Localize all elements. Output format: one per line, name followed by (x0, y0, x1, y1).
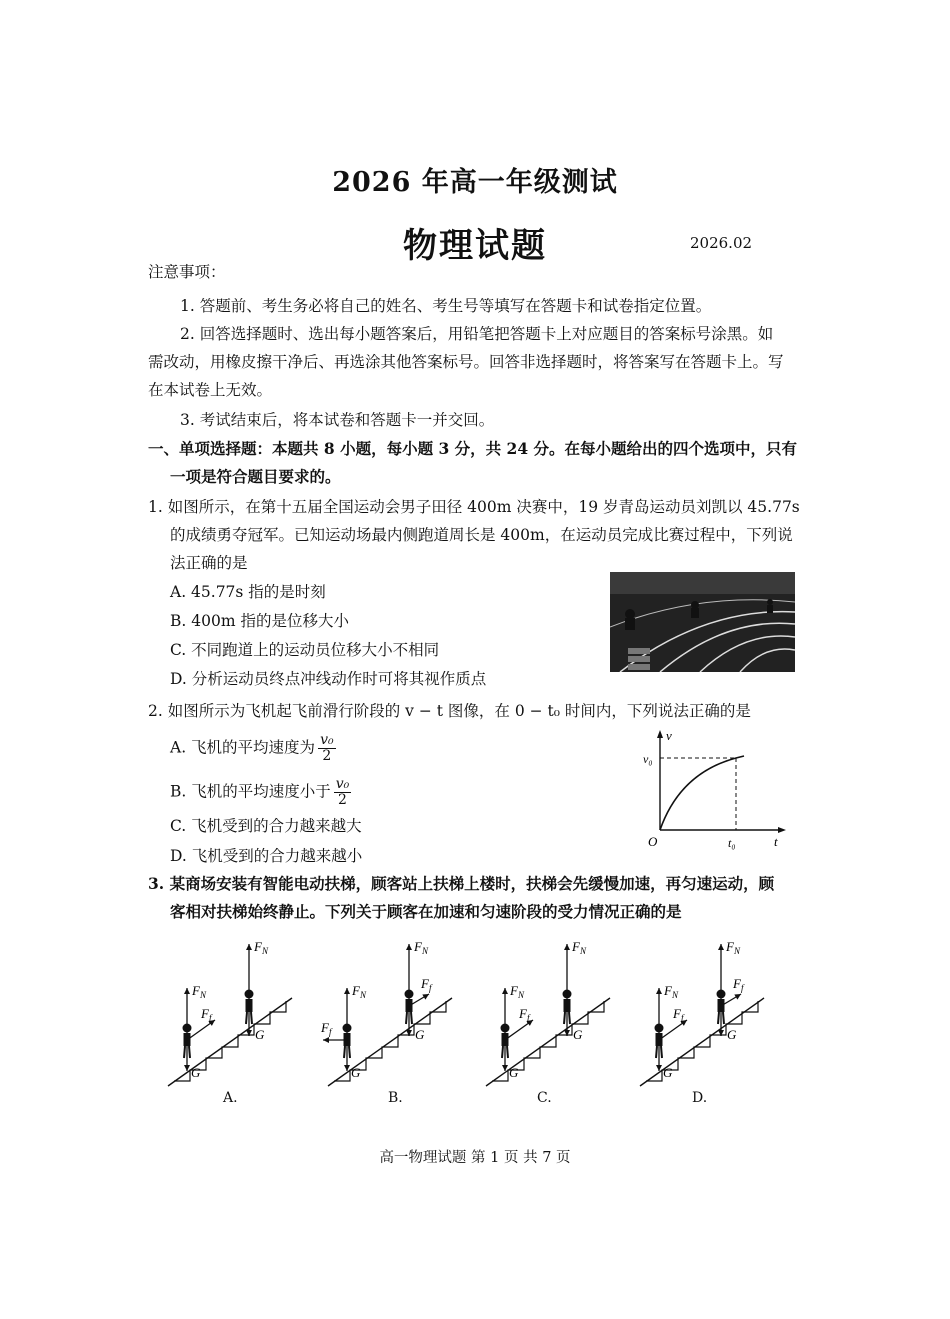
gravity-label: G (663, 1065, 673, 1080)
normal-force-label: $F_N$ (414, 939, 428, 956)
fraction-v0-over-2 (334, 777, 352, 808)
graph-y-label: v (666, 728, 672, 743)
option-text: B. 飞机的平均速度小于 (170, 782, 331, 801)
question-1-text: 的成绩勇夺冠军。已知运动场最内侧跑道周长是 400m，在运动员完成比赛过程中，下列说 (170, 526, 793, 544)
friction-force-label: $F_f$ (673, 1006, 684, 1023)
question-1-option-a: A. 45.77s 指的是时刻 (170, 583, 326, 601)
diagram-option-label: D. (692, 1090, 708, 1106)
friction-force-label: $F_f$ (733, 976, 744, 993)
escalator-force-diagram (320, 938, 455, 1088)
question-2-option-c: C. 飞机受到的合力越来越大 (170, 817, 362, 835)
notice-line: 在本试卷上无效。 (148, 381, 273, 399)
gravity-label: G (191, 1065, 201, 1080)
normal-force-label: $F_N$ (664, 983, 678, 1000)
gravity-label: G (255, 1027, 265, 1042)
normal-force-label: $F_N$ (510, 983, 524, 1000)
gravity-label: G (351, 1065, 361, 1080)
gravity-label: G (573, 1027, 583, 1042)
question-3-text: 客相对扶梯始终静止。下列关于顾客在加速和匀速阶段的受力情况正确的是 (170, 902, 682, 921)
page-title: 2026 年高一年级测试 (332, 167, 618, 198)
normal-force-label: $F_N$ (726, 939, 740, 956)
fraction-denominator: 2 (338, 792, 347, 808)
normal-force-label: $F_N$ (352, 983, 366, 1000)
question-2-option-a (170, 733, 336, 764)
normal-force-label: $F_N$ (254, 939, 268, 956)
question-2-option-b (170, 777, 351, 808)
notice-line: 3. 考试结束后，将本试卷和答题卡一并交回。 (180, 411, 495, 429)
diagram-option-label: B. (388, 1090, 403, 1106)
friction-force-label: $F_f$ (519, 1006, 530, 1023)
question-1-option-d: D. 分析运动员终点冲线动作时可将其视作质点 (170, 670, 487, 688)
option-text: A. 飞机的平均速度为 (170, 738, 316, 757)
friction-force-label: $F_f$ (421, 976, 432, 993)
gravity-label: G (727, 1027, 737, 1042)
escalator-force-diagram (160, 938, 295, 1088)
friction-force-label: $F_f$ (321, 1020, 332, 1037)
notice-line: 需改动，用橡皮擦干净后、再选涂其他答案标号。回答非选择题时，将答案写在答题卡上。写 (148, 353, 784, 371)
gravity-label: G (415, 1027, 425, 1042)
question-1-text: 1. 如图所示，在第十五届全国运动会男子田径 400m 决赛中，19 岁青岛运动员刘凯以 45.77s (148, 498, 800, 516)
normal-force-label: $F_N$ (192, 983, 206, 1000)
question-3-text: 3. 某商场安装有智能电动扶梯，顾客站上扶梯上楼时，扶梯会先缓慢加速，再匀速运动，顾 (148, 874, 775, 893)
graph-x-label: t (774, 834, 778, 849)
escalator-force-diagram (478, 938, 613, 1088)
question-2-option-d: D. 飞机受到的合力越来越小 (170, 847, 363, 865)
notice-heading: 注意事项： (148, 263, 226, 281)
normal-force-label: $F_N$ (572, 939, 586, 956)
velocity-time-graph (640, 728, 790, 853)
diagram-option-label: C. (537, 1090, 552, 1106)
diagram-option-label: A. (223, 1090, 238, 1106)
friction-force-label: $F_f$ (201, 1006, 212, 1023)
exam-date: 2026.02 (690, 234, 753, 252)
question-1-option-c: C. 不同跑道上的运动员位移大小不相同 (170, 641, 440, 659)
section-heading: 一项是符合题目要求的。 (170, 467, 341, 486)
notice-line: 1. 答题前、考生务必将自己的姓名、考生号等填写在答题卡和试卷指定位置。 (180, 297, 712, 315)
graph-v0-label: v₀ (643, 752, 653, 766)
section-heading: 一、单项选择题：本题共 8 小题，每小题 3 分，共 24 分。在每小题给出的四个选项中，只有 (148, 439, 798, 458)
track-race-photo (610, 572, 795, 672)
graph-origin-label: O (648, 834, 658, 849)
gravity-label: G (509, 1065, 519, 1080)
escalator-force-diagram (632, 938, 767, 1088)
fraction-numerator: v₀ (320, 732, 334, 748)
graph-curve (660, 756, 744, 830)
fraction-v0-over-2 (318, 733, 336, 764)
question-1-text: 法正确的是 (170, 554, 248, 572)
notice-line: 2. 回答选择题时、选出每小题答案后，用铅笔把答题卡上对应题目的答案标号涂黑。如 (180, 325, 774, 343)
page-footer: 高一物理试题 第 1 页 共 7 页 (379, 1150, 571, 1166)
question-1-option-b: B. 400m 指的是位移大小 (170, 612, 349, 630)
graph-t0-label: t₀ (728, 836, 736, 850)
fraction-numerator: v₀ (335, 776, 350, 792)
subject-title: 物理试题 (403, 226, 547, 266)
question-2-text: 2. 如图所示为飞机起飞前滑行阶段的 v − t 图像，在 0 − t₀ 时间内，下列说法正确的是 (148, 702, 751, 720)
fraction-denominator: 2 (322, 748, 332, 764)
